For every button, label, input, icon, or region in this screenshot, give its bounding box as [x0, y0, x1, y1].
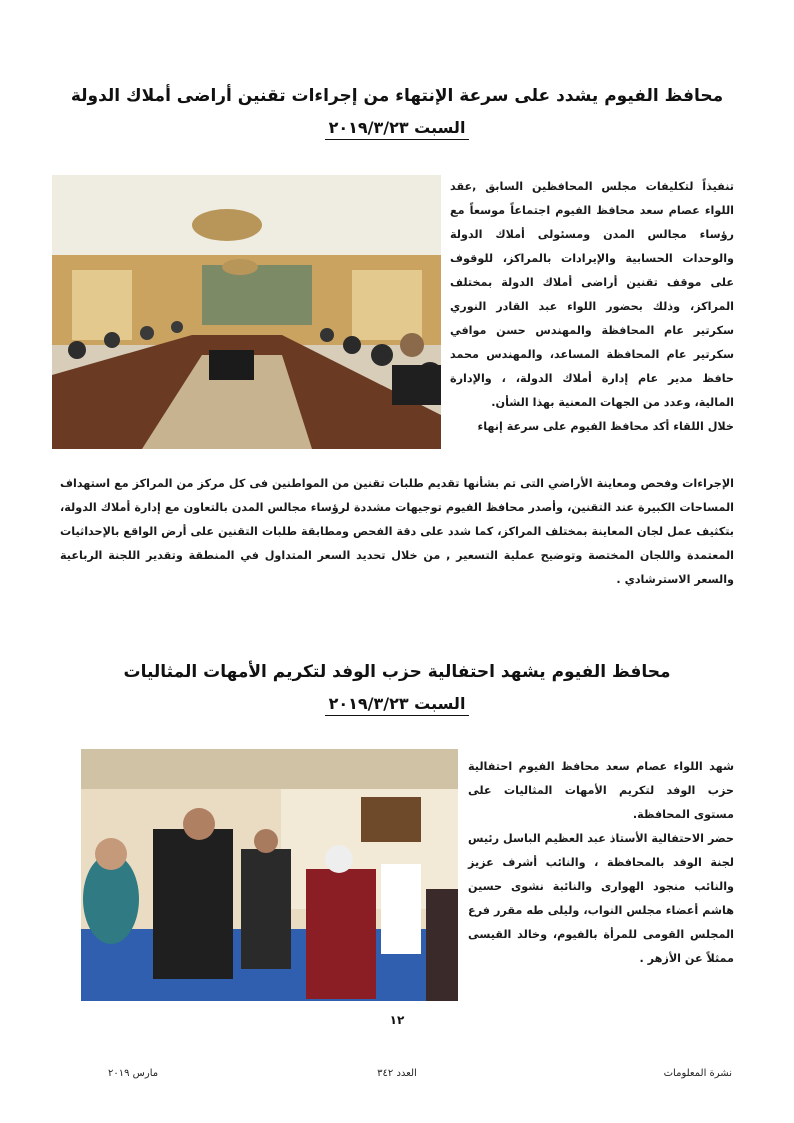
article2-date-text: السبت ٢٠١٩/٣/٢٣ [325, 694, 470, 716]
article2-date [60, 694, 734, 713]
article1-side-text [450, 175, 734, 439]
footer-publication: نشرة المعلومات [663, 1068, 732, 1079]
footer-month: مارس ٢٠١٩ [108, 1068, 159, 1079]
meeting-photo [52, 175, 441, 449]
article1-full-text [60, 472, 734, 592]
page-number: ١٢ [389, 1013, 405, 1027]
ceremony-photo [81, 749, 458, 1001]
article2-paragraph-1: شهد اللواء عصام سعد محافظ الفيوم احتفالية حزب الوفد لتكريم الأمهات المثاليات على مستوى المحافظة. [468, 760, 734, 821]
article1-date [60, 118, 734, 137]
article1-date-text: السبت ٢٠١٩/٣/٢٣ [325, 118, 470, 140]
article2-paragraph-2: حضر الاحتفالية الأستاذ عبد العظيم الباسل رئيس لجنة الوفد بالمحافظة ، والنائب أشرف عزيز والنائب منجود الهوارى والنائبة نشوى حسين هاشم أعضاء مجلس النواب، وليلى طه مقرر فرع المجلس القومى للمرأة بالفيوم، وخالد القيسى ممثلاً عن الأزهر . [468, 832, 734, 965]
article1-side-paragraph: تنفيذاً لتكليفات مجلس المحافظين السابق ,عقد اللواء عصام سعد محافظ الفيوم اجتماعاً موسعاً مع رؤساء مجالس المدن ومسئولى أملاك الدولة والوحدات الحسابية والإيرادات بالمراكز، للوقوف على موقف تقنين أراضى أملاك الدولة بمختلف المراكز، وذلك بحضور اللواء عبد القادر النوري سكرتير عام المحافظة والمهندس حسن موافي سكرتير عام المحافظة المساعد، والمهندس محمد حافظ مدير عام إدارة أملاك الدولة، ، والإدارة المالية، وعدد من الجهات المعنية بهذا الشأن. [450, 180, 734, 409]
article2-text [468, 755, 734, 971]
article1-side-paragraph-2: خلال اللقاء أكد محافظ الفيوم على سرعة إنهاء [477, 420, 734, 433]
footer-issue: العدد ٣٤٢ [377, 1068, 417, 1079]
article1-title: محافظ الفيوم يشدد على سرعة الإنتهاء من إجراءات تقنين أراضى أملاك الدولة [70, 86, 724, 106]
article2-title: محافظ الفيوم يشهد احتفالية حزب الوفد لتكريم الأمهات المثاليات [123, 662, 671, 682]
article1-full-paragraph: الإجراءات وفحص ومعاينة الأراضي التى تم بشأنها تقديم طلبات تقنين من المواطنين فى كل مركز من المراكز مع استهداف المساحات الكبيرة عند التقنين، وأصدر محافظ الفيوم توجيهات مشددة لرؤساء مجالس المدن بالتعاون مع إدارة أملاك الدولة، بتكثيف عمل لجان المعاينة بمختلف المراكز، كما شدد على دقة الفحص ومطابقة طلبات التقنين على أرض الواقع بالإحداثيات المعتمدة واللجان المختصة وتوضيح عملية التسعير , من خلال تحديد السعر المتداول في المنطقة وتقدير اللجنة الرباعية والسعر الاسترشادي . [60, 477, 734, 586]
